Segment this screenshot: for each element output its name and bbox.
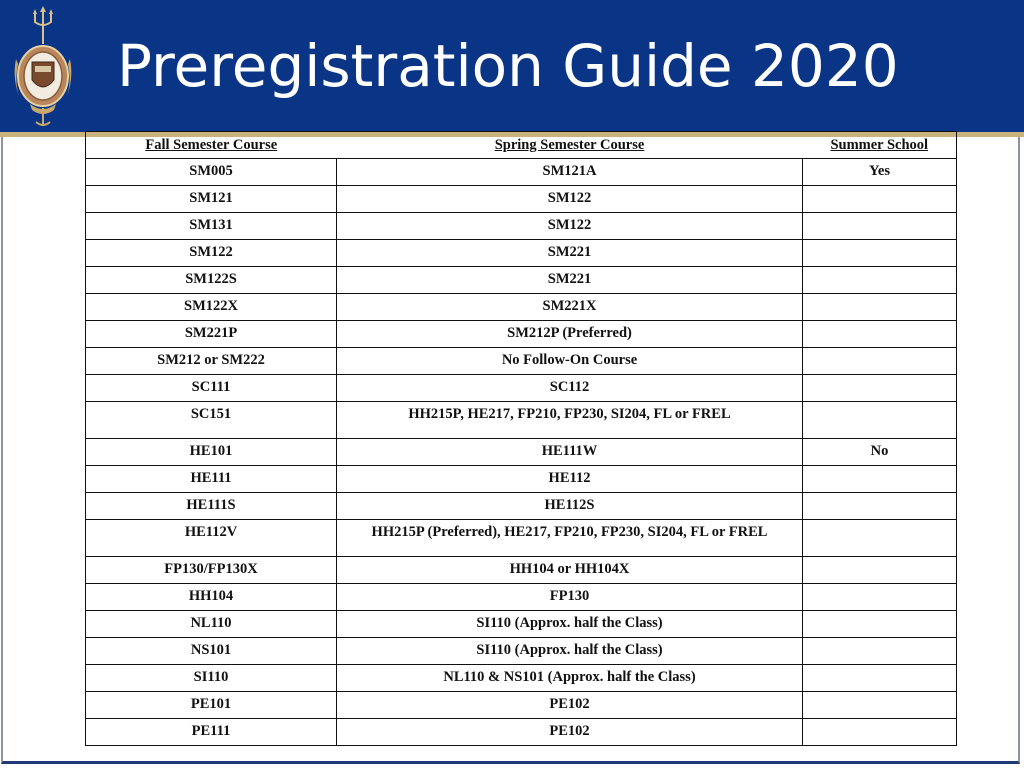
spring-course: SM221X — [337, 294, 803, 321]
fall-course: SM005 — [86, 159, 337, 186]
table-row — [86, 611, 957, 638]
fall-course: HE112V — [86, 520, 337, 557]
summer-school — [803, 375, 957, 402]
fall-course: SM122 — [86, 240, 337, 267]
summer-school — [803, 213, 957, 240]
spring-course: HH215P (Preferred), HE217, FP210, FP230, SI204, FL or FREL — [337, 520, 803, 557]
table-row — [86, 692, 957, 719]
summer-school: No — [803, 439, 957, 466]
table-row — [86, 402, 957, 439]
table-row — [86, 638, 957, 665]
summer-school — [803, 692, 957, 719]
table-row — [86, 186, 957, 213]
table-row — [86, 493, 957, 520]
fall-course: SM122S — [86, 267, 337, 294]
table-row — [86, 159, 957, 186]
table-row — [86, 294, 957, 321]
spring-course: SI110 (Approx. half the Class) — [337, 638, 803, 665]
table-header-row — [86, 132, 957, 159]
fall-course: NS101 — [86, 638, 337, 665]
table-row — [86, 213, 957, 240]
summer-school — [803, 665, 957, 692]
summer-school — [803, 466, 957, 493]
spring-course: SI110 (Approx. half the Class) — [337, 611, 803, 638]
table-row — [86, 375, 957, 402]
fall-course: SM221P — [86, 321, 337, 348]
fall-course: FP130/FP130X — [86, 557, 337, 584]
page-title: Preregistration Guide 2020 — [117, 32, 899, 100]
spring-course: HE112S — [337, 493, 803, 520]
spring-course: No Follow-On Course — [337, 348, 803, 375]
spring-course: SM221 — [337, 267, 803, 294]
table-row — [86, 439, 957, 466]
fall-course: HE101 — [86, 439, 337, 466]
spring-course: SM121A — [337, 159, 803, 186]
summer-school — [803, 186, 957, 213]
spring-course: SM122 — [337, 186, 803, 213]
spring-course: SM122 — [337, 213, 803, 240]
fall-course: SC151 — [86, 402, 337, 439]
fall-course: SC111 — [86, 375, 337, 402]
fall-course: NL110 — [86, 611, 337, 638]
summer-school — [803, 719, 957, 746]
table-row — [86, 466, 957, 493]
table-row — [86, 348, 957, 375]
spring-course: HE112 — [337, 466, 803, 493]
table-row — [86, 240, 957, 267]
spring-course: PE102 — [337, 719, 803, 746]
fall-course: HH104 — [86, 584, 337, 611]
table-row — [86, 665, 957, 692]
spring-course: HH104 or HH104X — [337, 557, 803, 584]
summer-school — [803, 267, 957, 294]
summer-school — [803, 240, 957, 267]
table-row — [86, 584, 957, 611]
fall-course: HE111S — [86, 493, 337, 520]
fall-course: PE111 — [86, 719, 337, 746]
column-header-summer: Summer School — [803, 132, 957, 159]
course-table — [85, 131, 957, 746]
table-row — [86, 267, 957, 294]
spring-course: SC112 — [337, 375, 803, 402]
fall-course: SM212 or SM222 — [86, 348, 337, 375]
spring-course: FP130 — [337, 584, 803, 611]
summer-school — [803, 584, 957, 611]
slide-header — [0, 0, 1024, 132]
fall-course: SM122X — [86, 294, 337, 321]
column-header-spring: Spring Semester Course — [337, 132, 803, 159]
spring-course: HH215P, HE217, FP210, FP230, SI204, FL or FREL — [337, 402, 803, 439]
table-row — [86, 719, 957, 746]
spring-course: HE111W — [337, 439, 803, 466]
summer-school — [803, 493, 957, 520]
summer-school — [803, 557, 957, 584]
spring-course: PE102 — [337, 692, 803, 719]
summer-school — [803, 402, 957, 439]
summer-school — [803, 321, 957, 348]
table-row — [86, 557, 957, 584]
summer-school: Yes — [803, 159, 957, 186]
naval-academy-crest-icon — [10, 4, 76, 128]
fall-course: SM131 — [86, 213, 337, 240]
spring-course: SM221 — [337, 240, 803, 267]
table-row — [86, 520, 957, 557]
fall-course: SI110 — [86, 665, 337, 692]
summer-school — [803, 348, 957, 375]
summer-school — [803, 294, 957, 321]
summer-school — [803, 638, 957, 665]
spring-course: SM212P (Preferred) — [337, 321, 803, 348]
table-row — [86, 321, 957, 348]
fall-course: SM121 — [86, 186, 337, 213]
fall-course: PE101 — [86, 692, 337, 719]
column-header-fall: Fall Semester Course — [86, 132, 337, 159]
summer-school — [803, 520, 957, 557]
spring-course: NL110 & NS101 (Approx. half the Class) — [337, 665, 803, 692]
summer-school — [803, 611, 957, 638]
fall-course: HE111 — [86, 466, 337, 493]
